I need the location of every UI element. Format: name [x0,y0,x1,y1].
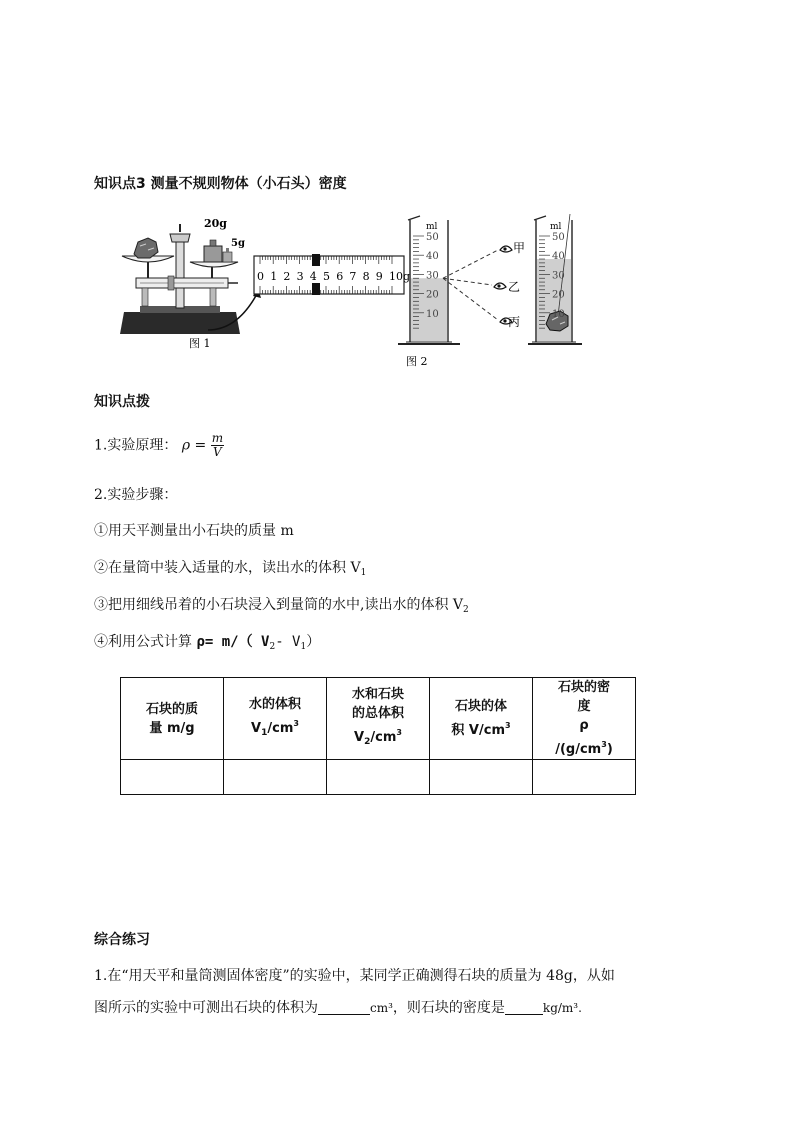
view-label-jia: 甲 [513,241,526,255]
cylinder-label: 10 [552,308,565,320]
table-header-row [121,678,636,760]
step-1: ①用天平测量出小石块的质量 m [94,523,294,539]
sight-lines [443,250,498,320]
step-4-close: ） [306,634,321,650]
cylinder-label: 50 [552,232,565,243]
header-density-sup: 3 [601,740,607,749]
header-water-v: V [251,720,262,736]
question-1-line-2 [94,997,582,1017]
step-2 [94,557,366,578]
steps-label: 2.实验步骤： [94,487,178,503]
header-mass-line2: 量 m/g [149,720,195,736]
header-total-line2: 的总体积 [351,706,404,721]
cell-stone-volume[interactable] [430,760,533,795]
ruler-label: 10g [389,270,411,283]
experiment-figure [110,212,610,372]
question-1-text-b: ，则石块的密度是 [392,1000,505,1016]
step-4-sub-2: 2 [269,642,276,652]
cell-total-volume[interactable] [327,760,430,795]
header-total-sub: 2 [364,737,371,747]
header-density [533,678,636,760]
figure-1-caption: 图 1 [189,337,211,350]
cell-water-volume[interactable] [224,760,327,795]
header-water-line1: 水的体积 [248,696,301,712]
ruler-label: 1 [270,270,278,283]
cylinder-label: 30 [552,270,565,282]
ruler-label: 7 [349,270,357,283]
view-label-yi: 乙 [508,280,521,294]
header-total-v: V [354,730,365,745]
section-title: 知识点3 测量不规则物体（小石头）密度 [94,176,347,192]
question-1-text-a: 图所示的实验中可测出石块的体积为 [94,1000,318,1016]
question-1-line-1: 1.在“用天平和量筒测固体密度”的实验中，某同学正确测得石块的质量为 48g，从如 [94,968,615,984]
header-stone-line2: 积 V/cm [451,723,505,738]
header-water-unit: /cm [267,720,294,736]
mass-label-20g: 20g [204,217,227,230]
ruler-label: 5 [323,270,330,283]
header-water-volume [224,678,327,760]
principle-label: 1.实验原理： [94,437,178,454]
step-4-pre: ④利用公式计算 [94,634,192,650]
step-3-sub: 2 [463,605,469,615]
cylinder-label: 10 [426,308,439,320]
formula-numerator: m [211,431,224,445]
answer-blank-density[interactable] [505,1000,543,1015]
question-1-unit-volume: cm³ [370,1001,393,1015]
step-2-sub: 1 [360,568,367,578]
formula-denominator: V [213,445,222,459]
header-density-line2: 度 [577,699,591,714]
exercise-title: 综合练习 [94,932,150,948]
ruler-label: 9 [375,270,383,283]
cylinder-label: 20 [426,289,439,301]
step-4-formula-b: - V [275,634,301,650]
cylinder-label: 40 [426,251,439,263]
ruler-label: 3 [296,270,304,283]
cylinder2-unit: ml [550,222,562,232]
step-3-text: ③把用细线吊着的小石块浸入到量筒的水中,读出水的体积 V [94,597,464,613]
header-total-volume [327,678,430,760]
view-label-bing: 丙 [508,315,521,329]
formula-rho: ρ = [181,437,207,454]
table-row [121,760,636,795]
ruler-label: 2 [283,270,291,283]
header-stone-sup: 3 [505,721,511,730]
header-mass-line1: 石块的质 [145,701,198,717]
cylinder-label: 40 [552,251,565,263]
step-2-text: ②在量筒中装入适量的水，读出水的体积 V [94,560,361,576]
header-density-close: ) [606,742,613,757]
guide-title: 知识点拨 [94,394,150,410]
cylinder-label: 50 [426,232,439,243]
question-1-unit-density: kg/m³. [542,1001,582,1015]
cylinder-label: 30 [426,270,439,282]
step-4-formula-a: ρ= m/（ V [196,634,270,650]
header-water-sub: 1 [261,727,268,738]
mass-label-5g: 5g [231,238,245,249]
cell-mass[interactable] [121,760,224,795]
header-stone-line1: 石块的体 [454,699,507,714]
header-density-line1: 石块的密 [557,680,610,695]
answer-blank-volume[interactable] [318,1000,370,1015]
step-4-sub-1: 1 [300,642,307,652]
header-total-line1: 水和石块 [351,687,404,702]
cylinder-label: 20 [552,289,565,301]
eye-icon-top [500,246,512,252]
principle-line [94,432,224,459]
figure-2-caption: 图 2 [406,355,428,368]
eye-icon-middle [494,283,506,289]
cell-density[interactable] [533,760,636,795]
header-total-sup: 3 [396,728,402,737]
header-mass [121,678,224,760]
ruler-label: 6 [336,270,344,283]
ruler-label: 0 [257,270,264,283]
step-4 [94,631,320,652]
formula-fraction [211,432,224,459]
header-density-rho: ρ [579,718,589,733]
ruler-label: 4 [309,270,317,283]
header-water-sup: 3 [293,718,299,728]
data-table [120,677,636,795]
header-stone-volume [430,678,533,760]
ruler-label: 8 [362,270,370,283]
header-density-unit: /(g/cm [555,742,602,757]
header-total-unit: /cm [370,730,397,745]
cylinder1-unit: ml [426,222,438,232]
step-3 [94,594,469,615]
